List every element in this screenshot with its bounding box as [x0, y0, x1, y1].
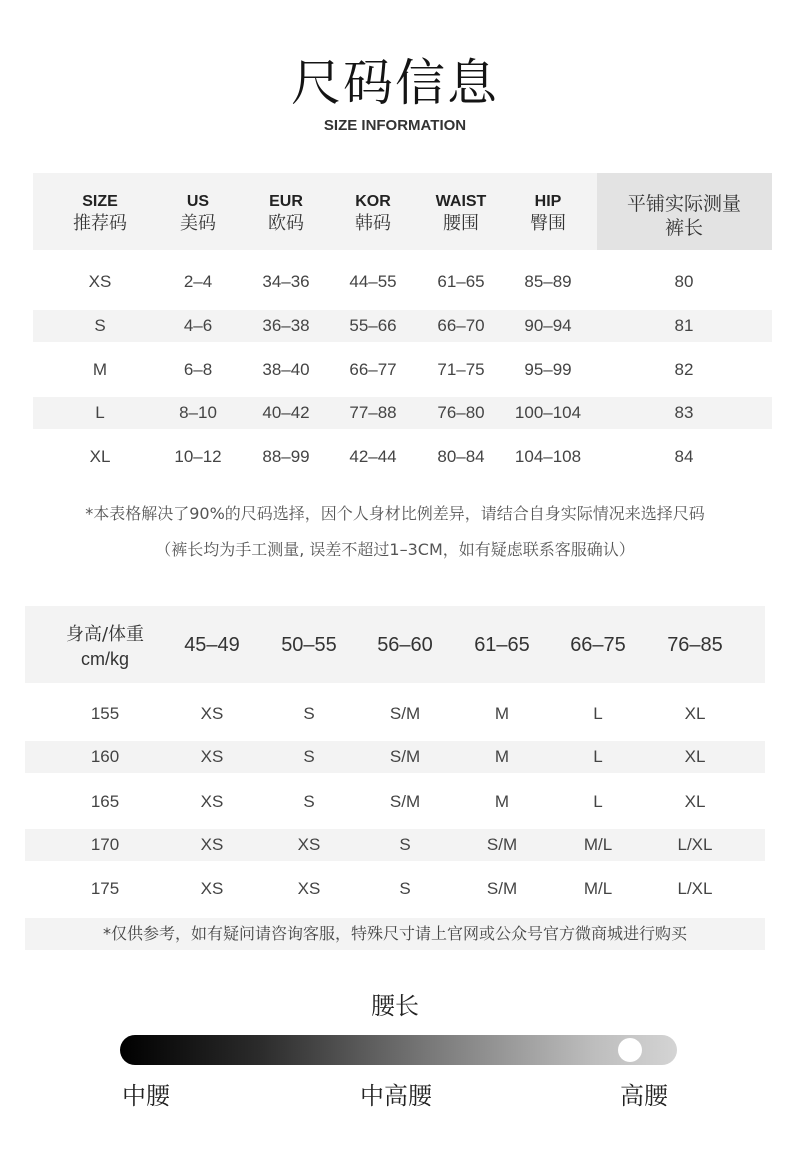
fit-table-corner: [66, 623, 144, 671]
fit-table-row: [25, 873, 765, 905]
size-table-cell: 84: [674, 447, 694, 466]
fit-table-row: [25, 741, 765, 773]
size-table-col-header: [268, 192, 304, 236]
size-table-row: [33, 354, 772, 386]
page-subtitle: SIZE INFORMATION: [323, 117, 467, 134]
fit-table-size-cell: XL: [684, 747, 706, 766]
col-header-primary: WAIST: [435, 193, 487, 210]
fit-table-size-cell: XS: [200, 704, 224, 723]
fit-table-height-cell: 165: [90, 792, 120, 811]
fit-table-weight-header: 50–55: [281, 634, 337, 656]
size-table-cell: 88–99: [262, 447, 310, 466]
size-table-cell: 2–4: [183, 272, 213, 291]
size-table-cell: 40–42: [262, 403, 310, 422]
col-header-secondary: 推荐码: [73, 213, 127, 234]
fit-table-row: [25, 786, 765, 818]
size-table-col-header: [627, 192, 741, 240]
fit-table-size-cell: XS: [297, 879, 321, 898]
size-table-cell: 80–84: [437, 447, 485, 466]
waist-label-high: 高腰: [620, 1082, 668, 1110]
fit-table-size-cell: XL: [684, 792, 706, 811]
size-table-col-header: [73, 192, 127, 236]
fit-table-size-cell: M: [494, 704, 510, 723]
fit-table-height-cell: 170: [90, 835, 120, 854]
size-table-cell: 42–44: [349, 447, 397, 466]
col-header-secondary: 臀围: [530, 213, 566, 234]
col-header-secondary: 腰围: [442, 213, 479, 234]
col-header-primary: EUR: [269, 193, 303, 210]
size-table-cell: 81: [674, 316, 694, 335]
size-table-row: [33, 266, 772, 298]
fit-table-size-cell: XS: [200, 879, 224, 898]
fit-table-weight-header: 56–60: [377, 634, 433, 656]
size-table-row: [33, 310, 772, 342]
fit-table-height-cell: 160: [90, 747, 120, 766]
fit-table-weight-header: 76–85: [667, 634, 723, 656]
size-table-col-header: [355, 192, 391, 236]
fit-table-size-cell: XS: [200, 792, 224, 811]
waist-label-mid-high: 中高腰: [360, 1082, 432, 1110]
col-header-secondary: 裤长: [664, 217, 704, 239]
col-header-secondary: 欧码: [268, 213, 304, 234]
fit-table-size-cell: XL: [684, 704, 706, 723]
size-table-cell: 36–38: [262, 316, 310, 335]
size-table-cell: 104–108: [514, 447, 582, 466]
size-table-row: [33, 397, 772, 429]
size-table-col-header: [530, 192, 566, 236]
size-table-cell: 38–40: [262, 360, 310, 379]
waist-rise-gradient-bar: [120, 1035, 677, 1065]
size-table-cell: M: [92, 360, 108, 379]
fit-table-size-cell: M: [494, 747, 510, 766]
size-table-cell: 10–12: [174, 447, 222, 466]
col-header-primary: HIP: [534, 193, 562, 210]
size-table-cell: 55–66: [349, 316, 397, 335]
fit-table-size-cell: L: [593, 747, 603, 766]
fit-table-size-cell: S: [303, 747, 315, 766]
size-table-cell: 76–80: [437, 403, 485, 422]
fit-table-size-cell: S/M: [486, 835, 518, 854]
size-table-cell: 44–55: [349, 272, 397, 291]
fit-table-size-cell: L/XL: [677, 835, 713, 854]
fit-table-size-cell: S/M: [389, 704, 421, 723]
fit-table-size-cell: S/M: [389, 792, 421, 811]
size-table-cell: 77–88: [349, 403, 397, 422]
size-table-cell: 82: [674, 360, 694, 379]
fit-table-size-cell: L: [593, 704, 603, 723]
size-table-cell: XS: [88, 272, 112, 291]
fit-table-size-cell: S: [303, 792, 315, 811]
size-table-cell: 4–6: [183, 316, 213, 335]
fit-table-size-cell: XS: [200, 835, 224, 854]
size-table-cell: 90–94: [524, 316, 572, 335]
page-title: 尺码信息: [291, 54, 499, 112]
size-table-cell: XL: [89, 447, 111, 466]
size-table-cell: 66–77: [349, 360, 397, 379]
size-table-cell: 61–65: [437, 272, 485, 291]
size-table-cell: 80: [674, 272, 694, 291]
size-table-col-header: [436, 192, 487, 236]
size-note-line1: *本表格解决了90%的尺码选择，因个人身材比例差异，请结合自身实际情况来选择尺码: [85, 504, 705, 523]
fit-table-size-cell: S/M: [486, 879, 518, 898]
size-table-cell: 6–8: [183, 360, 213, 379]
fit-table-weight-header: 45–49: [184, 634, 240, 656]
fit-table-row: [25, 829, 765, 861]
size-table-cell: 34–36: [262, 272, 310, 291]
size-table-cell: L: [95, 403, 105, 422]
fit-table-size-cell: S: [399, 835, 411, 854]
size-table-cell: 71–75: [437, 360, 485, 379]
size-table-row: [33, 441, 772, 473]
fit-table-note: *仅供参考，如有疑问请咨询客服，特殊尺寸请上官网或公众号官方微商城进行购买: [25, 918, 765, 950]
waist-rise-indicator: [618, 1038, 642, 1062]
size-table-cell: 8–10: [179, 403, 217, 422]
fit-table-corner-unit: cm/kg: [80, 649, 130, 669]
fit-table-weight-header: 61–65: [474, 634, 530, 656]
fit-table-size-cell: XS: [200, 747, 224, 766]
size-table-cell: 85–89: [524, 272, 572, 291]
size-note-line2: （裤长均为手工测量, 误差不超过1–3CM，如有疑虑联系客服确认）: [155, 540, 635, 559]
col-header-primary: KOR: [355, 193, 391, 210]
waist-label-mid: 中腰: [122, 1082, 170, 1110]
col-header-primary: SIZE: [82, 193, 118, 210]
fit-table-size-cell: L: [593, 792, 603, 811]
waist-title: 腰长: [371, 992, 419, 1020]
fit-table-size-cell: M/L: [583, 835, 613, 854]
fit-table-height-cell: 175: [90, 879, 120, 898]
fit-table-size-cell: S: [303, 704, 315, 723]
fit-table-weight-header: 66–75: [570, 634, 626, 656]
fit-table-size-cell: L/XL: [677, 879, 713, 898]
fit-table-size-cell: M: [494, 792, 510, 811]
fit-table-size-cell: XS: [297, 835, 321, 854]
fit-table-size-cell: M/L: [583, 879, 613, 898]
fit-table-height-cell: 155: [90, 704, 120, 723]
col-header-secondary: 美码: [180, 213, 216, 234]
col-header-primary: US: [186, 193, 210, 210]
fit-table-size-cell: S: [399, 879, 411, 898]
size-table-col-header: [180, 192, 216, 236]
col-header-primary: 平铺实际测量: [626, 193, 742, 215]
fit-table-corner-label: 身高/体重: [65, 624, 145, 645]
size-table-cell: 83: [674, 403, 694, 422]
col-header-secondary: 韩码: [355, 213, 391, 234]
size-table-cell: S: [94, 316, 106, 335]
fit-table-row: [25, 698, 765, 730]
size-table-cell: 95–99: [524, 360, 572, 379]
size-table-cell: 100–104: [514, 403, 582, 422]
size-table-cell: 66–70: [437, 316, 485, 335]
fit-table-size-cell: S/M: [389, 747, 421, 766]
